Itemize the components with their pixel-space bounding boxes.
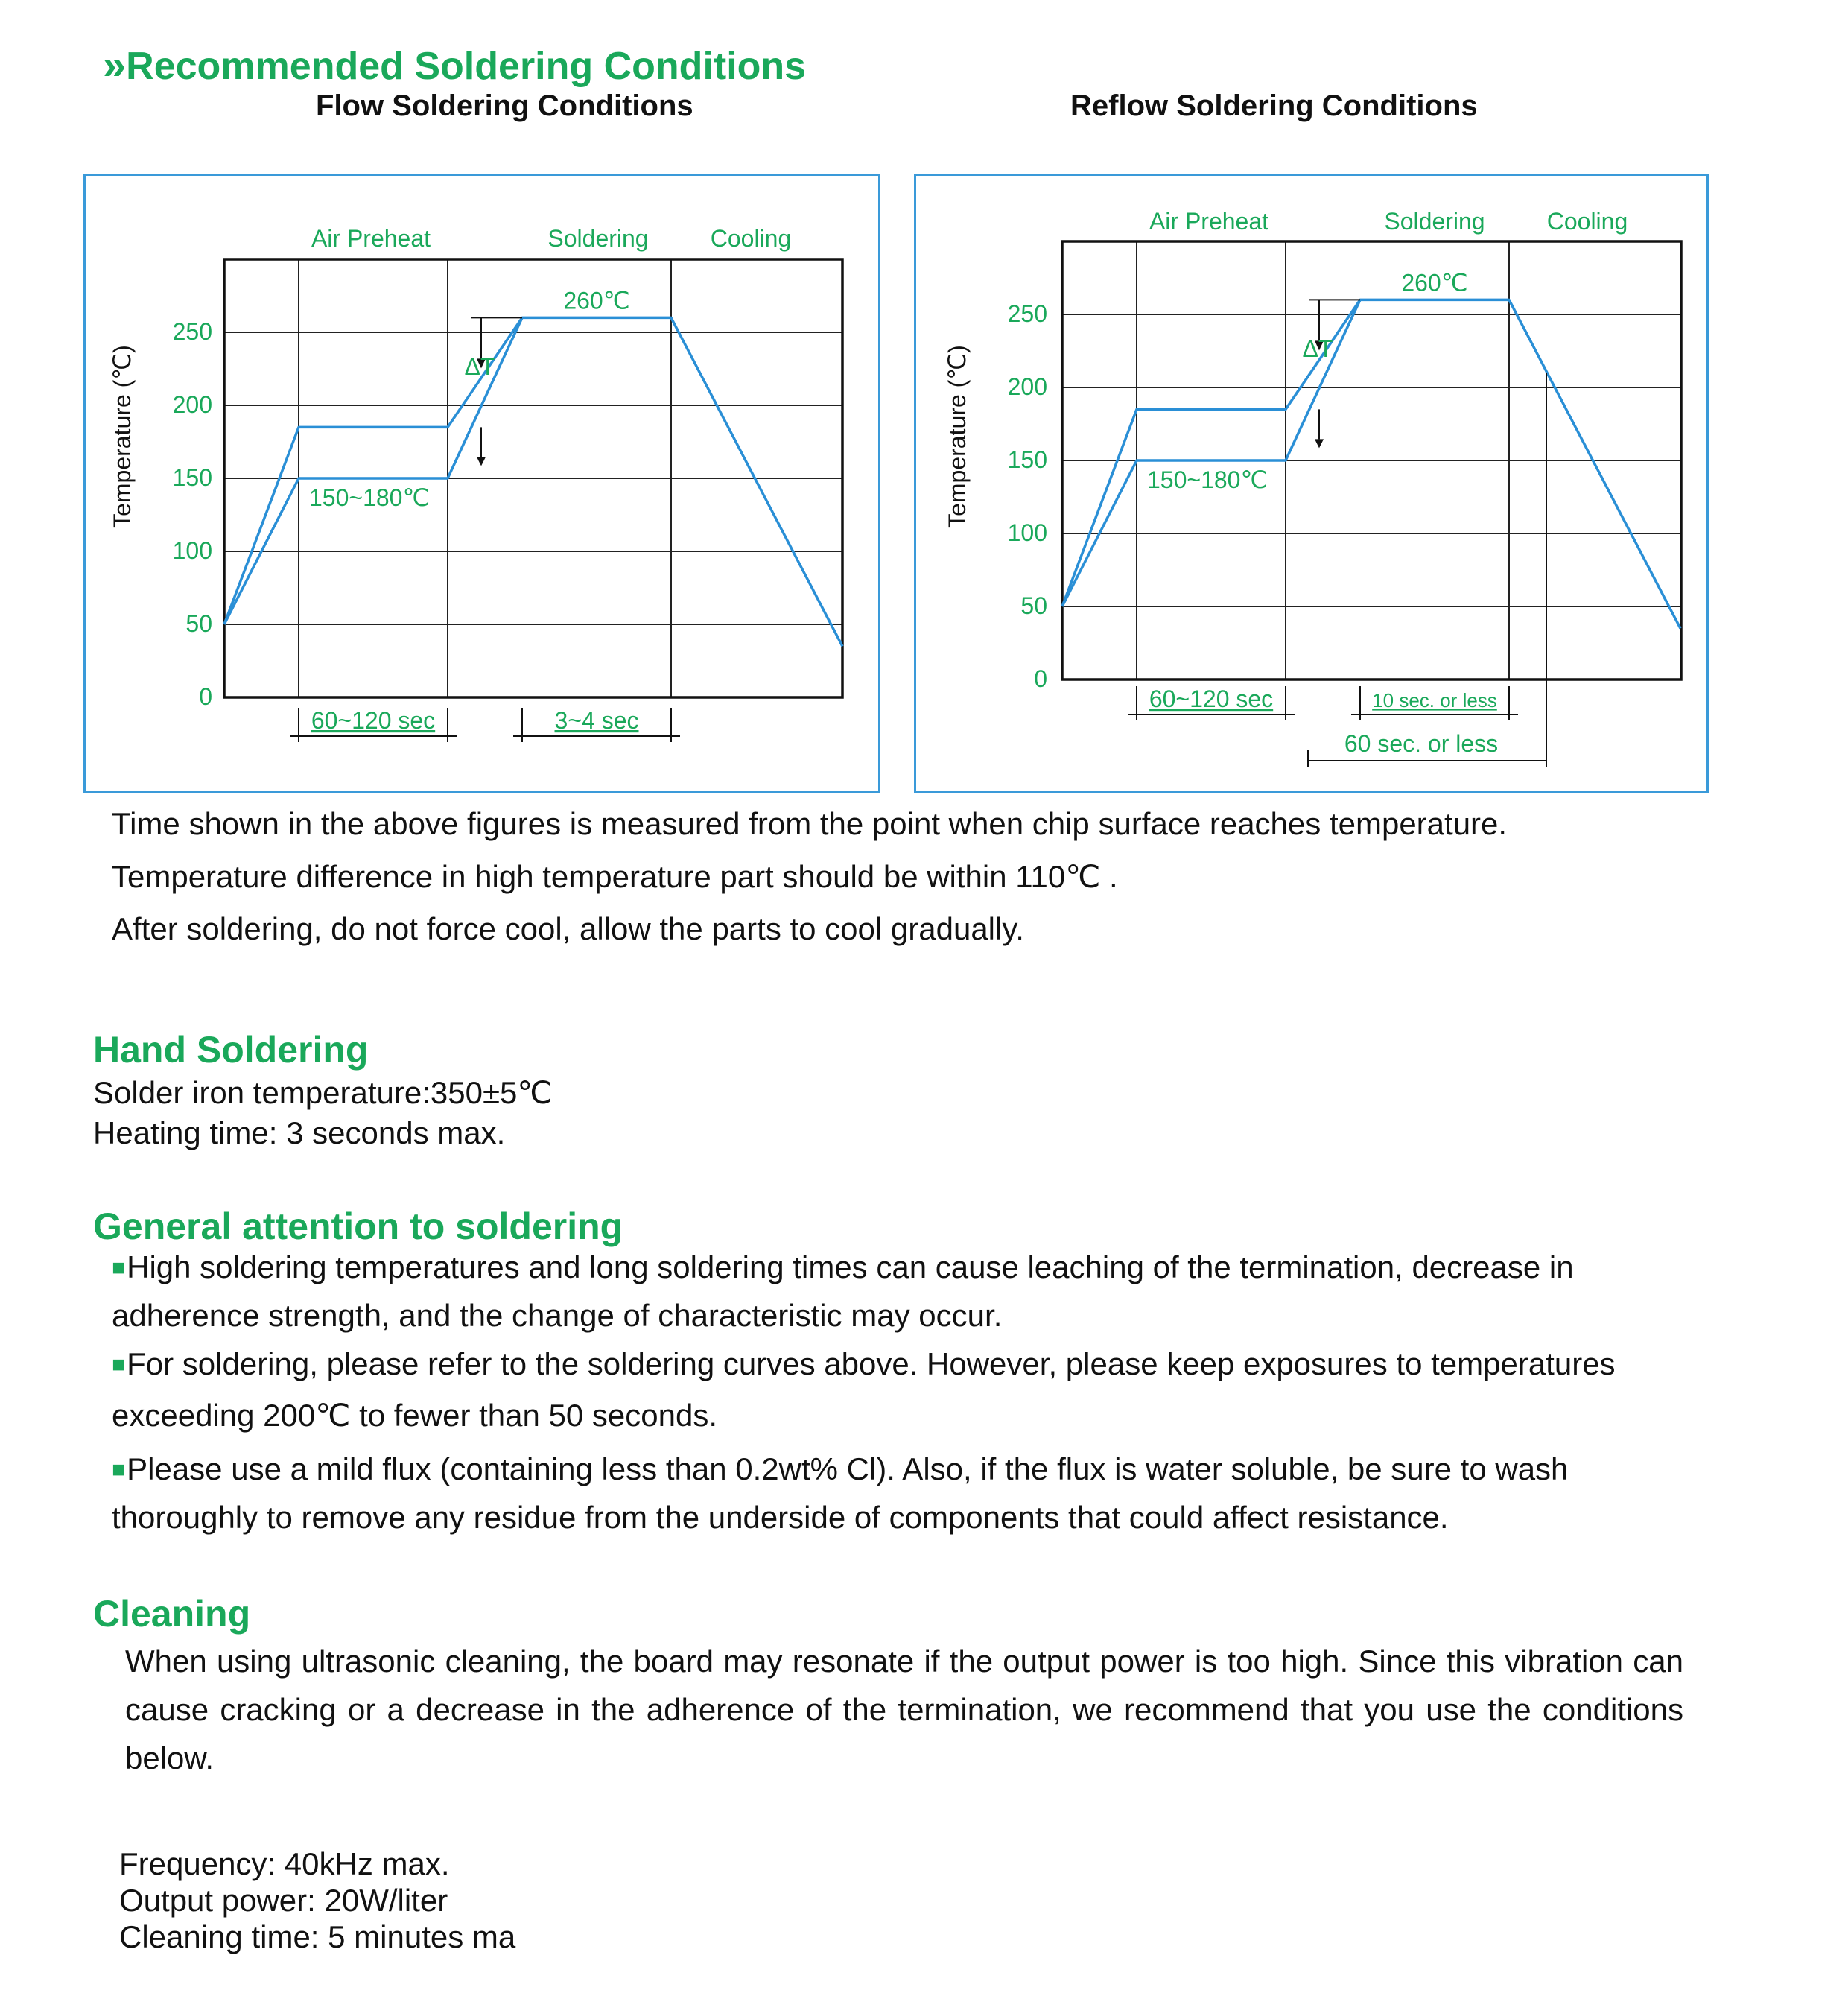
- cleaning-condition-power: Output power: 20W/liter: [119, 1883, 448, 1918]
- reflow-chart-frame: [914, 174, 1709, 793]
- y-tick-label: 100: [172, 537, 212, 564]
- note-2: Temperature difference in high temperature part should be within 110℃ .: [112, 859, 1118, 894]
- cleaning-heading: Cleaning: [93, 1593, 251, 1635]
- y-tick-label: 50: [185, 610, 212, 637]
- y-tick-label: 150: [172, 464, 212, 491]
- delta-t-label: ΔT: [1302, 335, 1333, 362]
- main-heading: [103, 40, 806, 89]
- note-3: After soldering, do not force cool, allow the parts to cool gradually.: [112, 911, 1024, 946]
- time-label: 60~120 sec: [1149, 685, 1274, 712]
- y-tick-label: 50: [1020, 592, 1047, 619]
- y-axis-label: Temperature (℃): [944, 345, 971, 528]
- phase-label: Soldering: [547, 225, 649, 252]
- note-1: Time shown in the above figures is measured from the point when chip surface reaches temperature.: [112, 806, 1508, 841]
- y-tick-label: 200: [1007, 373, 1047, 400]
- y-tick-label: 0: [199, 683, 212, 710]
- general-item-3-cont: thoroughly to remove any residue from the underside of components that could affect resistance.: [112, 1500, 1449, 1535]
- bullet-icon: ■: [112, 1457, 126, 1482]
- phase-label: Air Preheat: [1149, 208, 1269, 235]
- time-label: 10 sec. or less: [1372, 689, 1497, 712]
- general-item-2-cont: exceeding 200℃ to fewer than 50 seconds.: [112, 1398, 718, 1433]
- double-chevron-icon: »: [103, 41, 124, 88]
- hand-soldering-heading: Hand Soldering: [93, 1029, 369, 1071]
- flow-chart-frame: [83, 174, 880, 793]
- preheat-range-label: 150~180℃: [309, 484, 430, 511]
- phase-label: Cooling: [710, 225, 792, 252]
- main-heading-text: Recommended Soldering Conditions: [126, 45, 807, 88]
- general-item-3: ■Please use a mild flux (containing less than 0.2wt% Cl). Also, if the flux is water soluble, be sure to wash: [112, 1451, 1569, 1486]
- y-tick-label: 0: [1034, 665, 1047, 692]
- y-tick-label: 250: [172, 318, 212, 345]
- time-label: 3~4 sec: [554, 707, 639, 734]
- y-tick-label: 200: [172, 391, 212, 418]
- y-tick-label: 150: [1007, 446, 1047, 473]
- hand-line-1: Solder iron temperature:350±5℃: [93, 1075, 553, 1110]
- phase-label: Cooling: [1546, 208, 1628, 235]
- flow-chart: [86, 176, 878, 791]
- reflow-chart: [916, 176, 1706, 791]
- cleaning-condition-time: Cleaning time: 5 minutes ma: [119, 1919, 516, 1954]
- general-attention-heading: General attention to soldering: [93, 1205, 623, 1247]
- general-item-2: ■For soldering, please refer to the soldering curves above. However, please keep exposures to temperatures: [112, 1346, 1616, 1381]
- delta-t-arrowhead: [1315, 439, 1324, 448]
- phase-label: Air Preheat: [311, 225, 431, 252]
- y-tick-label: 100: [1007, 519, 1047, 546]
- reflow-chart-title: Reflow Soldering Conditions: [1070, 89, 1478, 122]
- general-item-1-cont: adherence strength, and the change of characteristic may occur.: [112, 1298, 1003, 1333]
- cleaning-condition-frequency: Frequency: 40kHz max.: [119, 1846, 450, 1881]
- general-item-1: ■High soldering temperatures and long soldering times can cause leaching of the termination, decrease in: [112, 1249, 1574, 1284]
- phase-label: Soldering: [1384, 208, 1485, 235]
- bullet-icon: ■: [112, 1255, 126, 1280]
- peak-temperature-label: 260℃: [563, 287, 630, 314]
- temperature-curve: [224, 317, 842, 646]
- preheat-range-label: 150~180℃: [1147, 466, 1268, 493]
- bullet-icon: ■: [112, 1352, 126, 1377]
- flow-chart-title: Flow Soldering Conditions: [316, 89, 693, 122]
- temperature-curve: [1062, 300, 1680, 628]
- peak-temperature-label: 260℃: [1401, 269, 1468, 297]
- delta-t-label: ΔT: [464, 353, 495, 380]
- time-label: 60~120 sec: [311, 707, 436, 734]
- delta-t-arrowhead: [477, 457, 486, 466]
- cleaning-paragraph: When using ultrasonic cleaning, the board may resonate if the output power is too high. Since this vibration can cause cracking or a decrease in the adherence of the termination, we recommend that you use the conditions below.: [125, 1644, 1683, 1775]
- y-tick-label: 250: [1007, 300, 1047, 327]
- hand-line-2: Heating time: 3 seconds max.: [93, 1115, 506, 1150]
- time-label: 60 sec. or less: [1344, 730, 1499, 757]
- y-axis-label: Temperature (℃): [109, 345, 136, 528]
